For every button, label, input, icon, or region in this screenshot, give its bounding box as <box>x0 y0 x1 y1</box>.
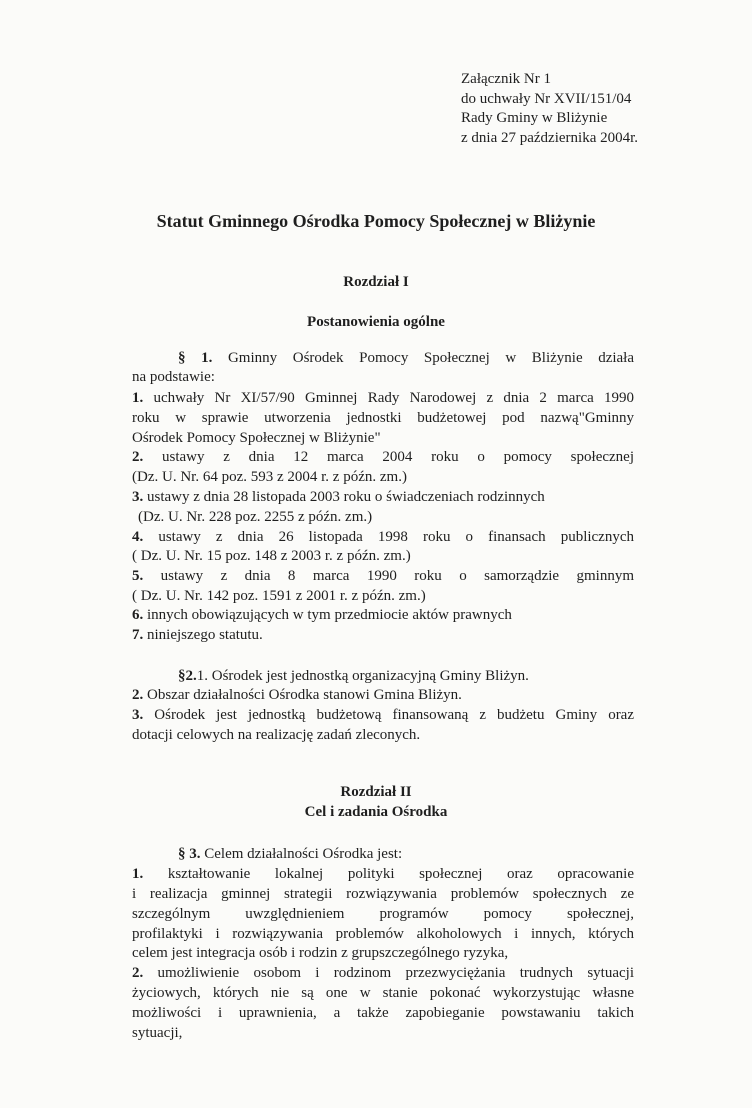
s3-item2-line1 <box>132 964 634 983</box>
s1-item2-num: 2. <box>132 449 144 465</box>
s3-item1-num: 1. <box>132 866 144 882</box>
s1-item5-text: ustawy z dnia 8 marca 1990 roku o samorządzie gminnym <box>160 568 634 584</box>
s2-item3-num: 3. <box>132 707 144 723</box>
s1-item1-line2: roku w sprawie utworzenia jednostki budżetowej pod nazwą"Gminny <box>132 410 634 426</box>
s1-item1-line1 <box>132 389 634 408</box>
s2-lead-num: §2. <box>178 668 197 684</box>
s1-item3-line2: (Dz. U. Nr. 228 poz. 2255 z późn. zm.) <box>138 509 373 525</box>
annex-council: Rady Gminy w Bliżynie <box>461 110 608 126</box>
s2-item2 <box>132 686 634 705</box>
s3-item1-text: kształtowanie lokalnej polityki społecznej oraz opracowanie <box>167 866 634 882</box>
annex-number: Załącznik Nr 1 <box>461 71 551 87</box>
s1-lead-text: Gminny Ośrodek Pomocy Społecznej w Bliżynie działa <box>227 350 635 366</box>
s2-lead <box>178 667 634 686</box>
s3-lead-num: § 3. <box>178 846 201 862</box>
annex-header <box>461 70 638 148</box>
chapter1-subtitle: Postanowienia ogólne <box>307 314 445 330</box>
s1-item6 <box>132 606 634 625</box>
s1-item4-text: ustawy z dnia 26 listopada 1998 roku o finansach publicznych <box>158 529 634 545</box>
s1-item7-text: niniejszego statutu. <box>147 627 263 643</box>
s1-item2-line1 <box>132 448 634 467</box>
s1-item6-num: 6. <box>132 607 144 623</box>
s2-item3-line1 <box>132 706 634 725</box>
s2-item3-line2: dotacji celowych na realizację zadań zleconych. <box>132 727 421 743</box>
s1-item1-line3: Ośrodek Pomocy Społecznej w Bliżynie" <box>132 430 381 446</box>
s1-item3-text: ustawy z dnia 28 listopada 2003 roku o świadczeniach rodzinnych <box>147 489 545 505</box>
chapter2-label: Rozdział II <box>340 784 412 800</box>
s1-item3-line1 <box>132 488 634 507</box>
s3-item1-line4: profilaktyki i rozwiązywania problemów alkoholowych i innych, których <box>132 926 634 942</box>
chapter1-label: Rozdział I <box>343 274 409 290</box>
s1-lead-cont: na podstawie: <box>132 369 215 385</box>
s3-item2-line3: możliwości i uprawnienia, a także zapobieganie powstawaniu takich <box>132 1005 634 1021</box>
s2-item2-num: 2. <box>132 687 144 703</box>
s2-item2-text: Obszar działalności Ośrodka stanowi Gmina Bliżyn. <box>147 687 462 703</box>
s1-item1-text: uchwały Nr XI/57/90 Gminnej Rady Narodowej z dnia 2 marca 1990 <box>153 390 634 406</box>
annex-resolution: do uchwały Nr XVII/151/04 <box>461 90 632 107</box>
s3-item1-line2: i realizacja gminnej strategii rozwiązywania problemów społecznych ze <box>132 886 634 902</box>
document-title: Statut Gminnego Ośrodka Pomocy Społecznej w Bliżynie <box>156 211 596 231</box>
s1-item5-num: 5. <box>132 568 144 584</box>
s1-item4-num: 4. <box>132 529 144 545</box>
s1-item6-text: innych obowiązujących w tym przedmiocie aktów prawnych <box>147 607 512 623</box>
s1-item4-line1 <box>132 528 634 547</box>
s3-item2-text: umożliwienie osobom i rodzinom przezwyciężania trudnych sytuacji <box>157 965 635 981</box>
s1-item1-num: 1. <box>132 390 144 406</box>
annex-date: z dnia 27 października 2004r. <box>461 129 639 146</box>
s2-lead-text: 1. Ośrodek jest jednostką organizacyjną Gminy Bliżyn. <box>196 668 529 684</box>
s1-item7 <box>132 626 634 645</box>
s1-lead-num: § 1. <box>178 350 213 366</box>
s3-item2-line4: sytuacji, <box>132 1025 183 1041</box>
s1-item5-line1 <box>132 567 634 586</box>
s3-item1-line3: szczególnym uwzględnieniem programów pomocy społecznej, <box>132 906 634 922</box>
s1-lead <box>178 349 634 368</box>
s3-item1-line1 <box>132 865 634 884</box>
s1-item3-num: 3. <box>132 489 144 505</box>
chapter2-subtitle: Cel i zadania Ośrodka <box>304 804 448 820</box>
s1-item2-line2: (Dz. U. Nr. 64 poz. 593 z 2004 r. z późn. zm.) <box>132 469 407 485</box>
s2-item3-text: Ośrodek jest jednostką budżetową finansowaną z budżetu Gminy oraz <box>154 707 634 723</box>
s3-item1-line5: celem jest integracja osób i rodzin z grupszczególnego ryzyka, <box>132 945 509 961</box>
s1-item2-text: ustawy z dnia 12 marca 2004 roku o pomocy społecznej <box>162 449 634 465</box>
s1-item4-line2: ( Dz. U. Nr. 15 poz. 148 z 2003 r. z późn. zm.) <box>132 548 411 564</box>
s3-item2-num: 2. <box>132 965 144 981</box>
s3-lead <box>178 845 634 864</box>
s1-item7-num: 7. <box>132 627 144 643</box>
s3-lead-text: Celem działalności Ośrodka jest: <box>204 846 403 862</box>
s3-item2-line2: życiowych, których nie są one w stanie pokonać wykorzystując własne <box>132 985 634 1001</box>
s1-item5-line2: ( Dz. U. Nr. 142 poz. 1591 z 2001 r. z późn. zm.) <box>132 588 426 604</box>
